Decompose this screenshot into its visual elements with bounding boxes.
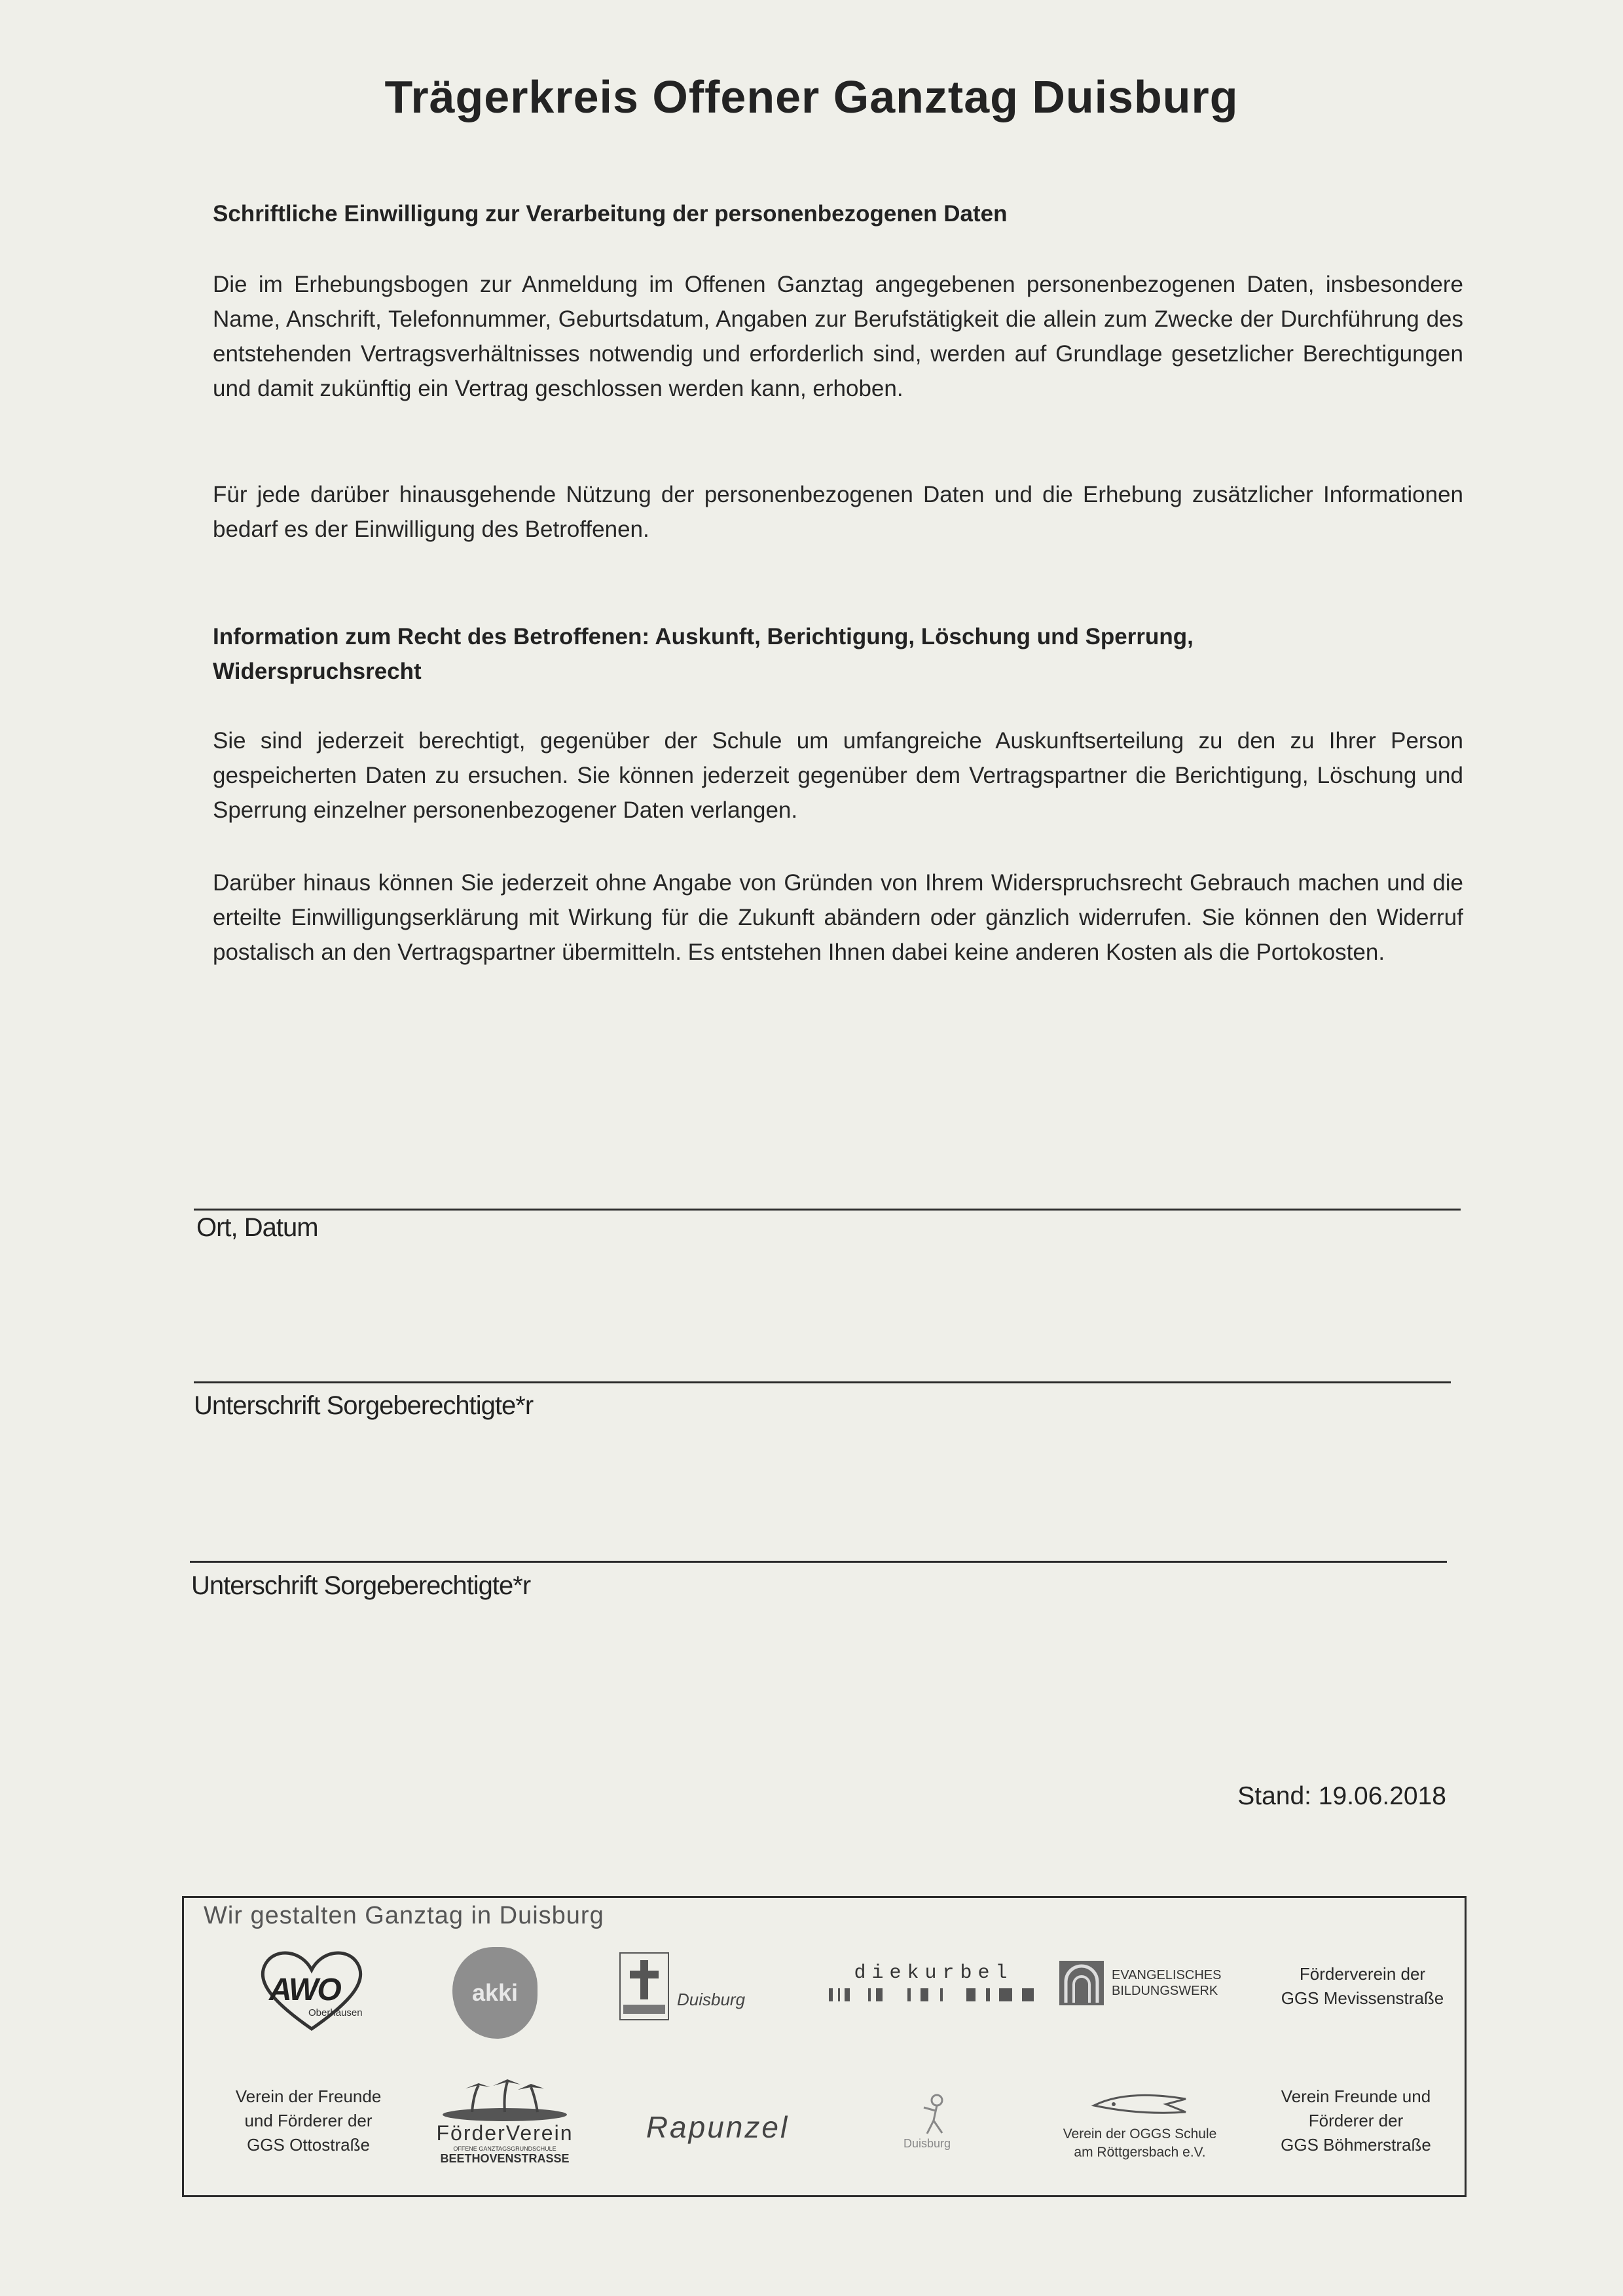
partner-logos-box [182,1896,1467,2197]
partner-logos-heading: Wir gestalten Ganztag in Duisburg [204,1902,604,1929]
beethoven-line3: BEETHOVENSTRASSE [440,2152,570,2165]
beethoven-line2: OFFENE GANZTAGSGRUNDSCHULE [453,2145,556,2152]
section2-heading: Information zum Recht des Betroffenen: Auskunft, Berichtigung, Löschung und Sperrung, Widerspruchsrecht [213,624,1194,684]
cross-icon [619,1952,669,2020]
otto-line1: Verein der Freunde [235,2086,382,2106]
boehmerstrasse-logo [1258,2075,1454,2166]
section2-paragraph1: Sie sind jederzeit berechtigt, gegenüber der Schule um umfangreiche Auskunftserteilung zu den zu Ihrer Person gespeicherten Daten zu ersuchen. Sie können jederzeit gegenüber dem Vertragspartner die Berichtigung, Löschung und Sperrung einzelner personenbezogener Daten verlangen. [213,728,1463,823]
guardian1-signature-line [194,1381,1451,1383]
section1-paragraph2: Für jede darüber hinausgehende Nützung der personenbezogenen Daten und die Erhebung zusätzlicher Informationen bedarf es der Einwilligung des Betroffenen. [213,482,1463,542]
section1-paragraph1: Die im Erhebungsbogen zur Anmeldung im Offenen Ganztag angegebenen personenbezogenen Daten, insbesondere Name, Anschrift, Telefonnummer, Geburtsdatum, Angaben zur Berufstätigkeit die allein zum Zwecke der Durchführung des entstehenden Vertragsverhältnisses notwendig und erforderlich sind, werden auf Grundlage gesetzlicher Berechtigungen und damit zukünftig ein Vertrag geschlossen werden kann, erhoben. [213,272,1463,401]
mevissen-logo [1271,1950,1454,2022]
section1-heading: Schriftliche Einwilligung zur Verarbeitung der personenbezogenen Daten [213,201,1008,227]
caritas-logo [619,1941,790,2032]
ev-bildungswerk-logo [1058,1950,1248,2016]
guardian2-signature-label: Unterschrift Sorgeberechtigte*r [191,1571,531,1600]
akki-text: akki [452,1947,538,2039]
roettgersbach-logo [1035,2075,1245,2173]
barcode-icon [829,1984,1038,2004]
stand-date: Stand: 19.06.2018 [1237,1782,1446,1810]
heart-icon [256,1947,367,2032]
document-title: Trägerkreis Offener Ganztag Duisburg [384,71,1239,122]
ottostrasse-logo [210,2075,407,2166]
section2-paragraph2: Darüber hinaus können Sie jederzeit ohne Angabe von Gründen von Ihrem Widerspruchsrecht Gebrauch machen und die erteilte Einwilligungserklärung mit Wirkung für die Zukunft abändern oder gänzlich widerrufen. Sie können den Widerruf postalisch an den Vertragspartner übermitteln. Es entstehen Ihnen dabei keine anderen Kosten als die Portokosten. [213,870,1463,965]
beethoven-line1: FörderVerein [436,2121,574,2145]
awo-text: AWO [269,1973,340,2007]
otto-line3: GGS Ottostraße [247,2134,370,2155]
boehmer-line1: Verein Freunde und [1281,2086,1431,2106]
rapunzel-text: Rapunzel [646,2110,790,2144]
boehmer-line3: GGS Böhmerstraße [1281,2134,1431,2155]
beethoven-logo [429,2058,580,2183]
faded-duisburg-logo [829,2078,1025,2163]
palm-island-icon [439,2075,570,2121]
caritas-city: Duisburg [677,1989,746,2009]
otto-line2: und Förderer der [244,2110,373,2130]
boehmer-line2: Förderer der [1308,2110,1404,2130]
mevissen-line1: Förderverein der [1299,1964,1426,1984]
place-date-label: Ort, Datum [196,1213,318,1242]
guardian1-signature-label: Unterschrift Sorgeberechtigte*r [194,1391,534,1420]
guardian2-signature-line [190,1561,1447,1563]
roettgersbach-line1: Verein der OGGS Schule [1063,2126,1217,2141]
place-date-line [194,1209,1461,1211]
akki-logo [439,1941,551,2045]
arch-icon [1058,1959,1105,2007]
diekurbel-logo [822,1944,1045,2022]
roettgersbach-line2: am Röttgersbach e.V. [1074,2145,1206,2160]
ev-line1: EVANGELISCHES [1112,1968,1222,1982]
ev-line2: BILDUNGSWERK [1112,1984,1218,1998]
faded-duisburg-text: Duisburg [903,2136,951,2150]
diekurbel-text: diekurbel [854,1962,1013,1984]
figure-icon [898,2091,957,2137]
bird-icon [1087,2086,1192,2125]
mevissen-line2: GGS Mevissenstraße [1281,1988,1444,2008]
awo-logo [236,1937,387,2042]
awo-sub: Oberhausen [308,2007,363,2018]
rapunzel-logo [632,2091,803,2163]
